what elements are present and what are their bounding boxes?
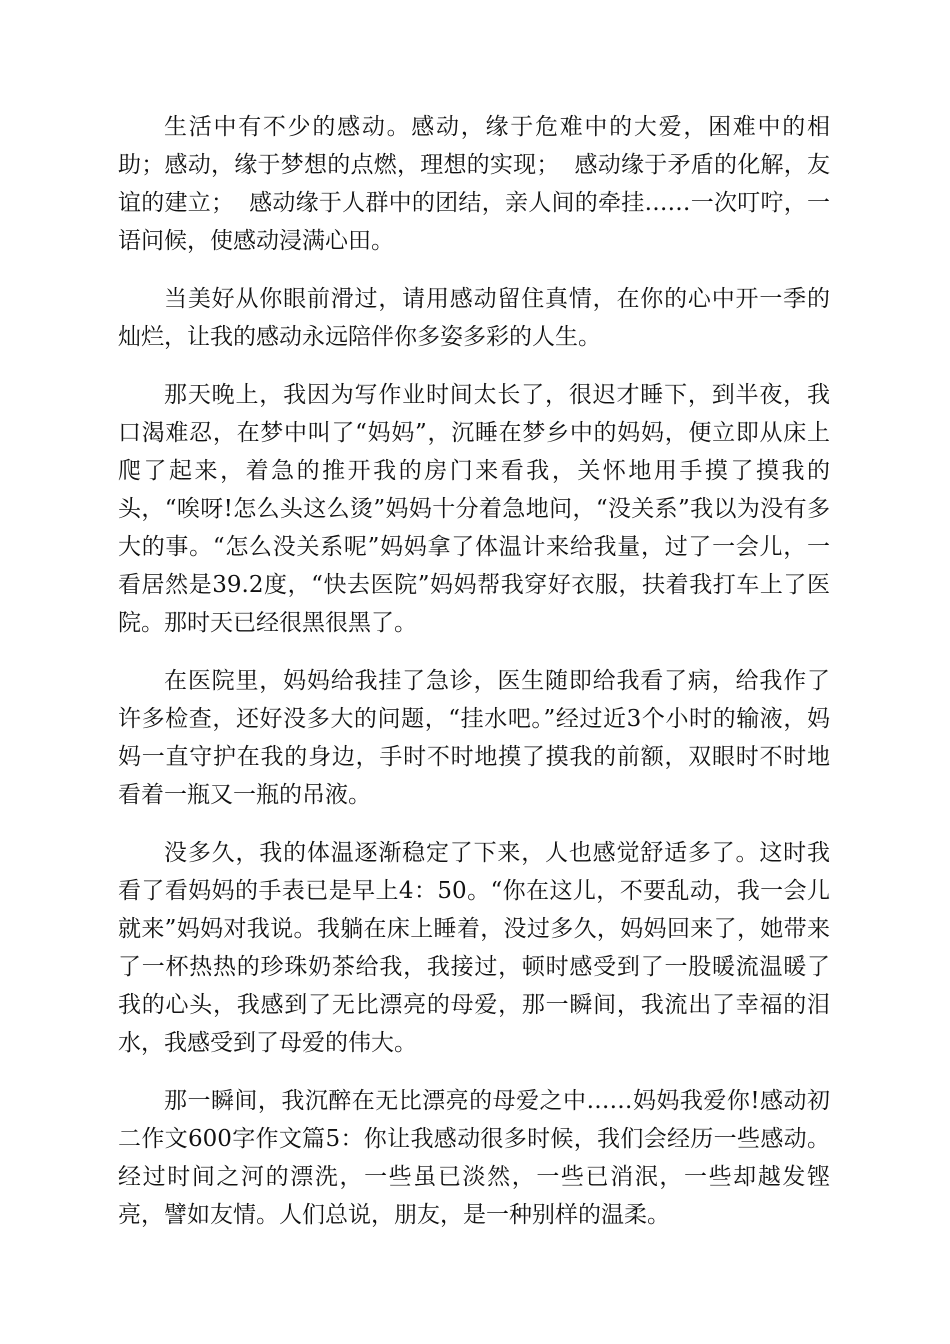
paragraph-5: 没多久，我的体温逐渐稳定了下来，人也感觉舒适多了。这时我看了看妈妈的手表已是早上4：50。“你在这儿，不要乱动，我一会儿就来”妈妈对我说。我躺在床上睡着，没过多久，妈妈回来了，她带来了一杯热热的珍珠奶茶给我，我接过，顿时感受到了一股暖流温暖了我的心头，我感到了无比漂亮的母爱，那一瞬间，我流出了幸福的泪水，我感受到了母爱的伟大。 (118, 840, 830, 1056)
document-body (118, 108, 830, 1254)
paragraph-3: 那天晚上，我因为写作业时间太长了，很迟才睡下，到半夜，我口渴难忍，在梦中叫了“妈妈”，沉睡在梦乡中的妈妈，便立即从床上爬了起来，着急的推开我的房门来看我，关怀地用手摸了摸我的头，“唉呀!怎么头这么烫”妈妈十分着急地问，“没关系”我以为没有多大的事。“怎么没关系呢”妈妈拿了体温计来给我量，过了一会儿，一看居然是39.2度，“快去医院”妈妈帮我穿好衣服，扶着我打车上了医院。那时天已经很黑很黑了。 (118, 382, 830, 636)
paragraph-6: 那一瞬间，我沉醉在无比漂亮的母爱之中……妈妈我爱你!感动初二作文600字作文篇5：你让我感动很多时候，我们会经历一些感动。经过时间之河的漂洗，一些虽已淡然，一些已消泯，一些却越发铿亮，譬如友情。人们总说，朋友，是一种别样的温柔。 (118, 1088, 830, 1228)
paragraph-4: 在医院里，妈妈给我挂了急诊，医生随即给我看了病，给我作了许多检查，还好没多大的问题，“挂水吧。”经过近3个小时的输液，妈妈一直守护在我的身边，手时不时地摸了摸我的前额，双眼时不时地看着一瓶又一瓶的吊液。 (118, 668, 830, 808)
paragraph-1: 生活中有不少的感动。感动，缘于危难中的大爱，困难中的相助；感动，缘于梦想的点燃，理想的实现； 感动缘于矛盾的化解，友谊的建立； 感动缘于人群中的团结，亲人间的牵挂……一次叮咛，一语问候，使感动浸满心田。 (118, 114, 830, 254)
paragraph-2: 当美好从你眼前滑过，请用感动留住真情，在你的心中开一季的灿烂，让我的感动永远陪伴你多姿多彩的人生。 (118, 286, 830, 350)
